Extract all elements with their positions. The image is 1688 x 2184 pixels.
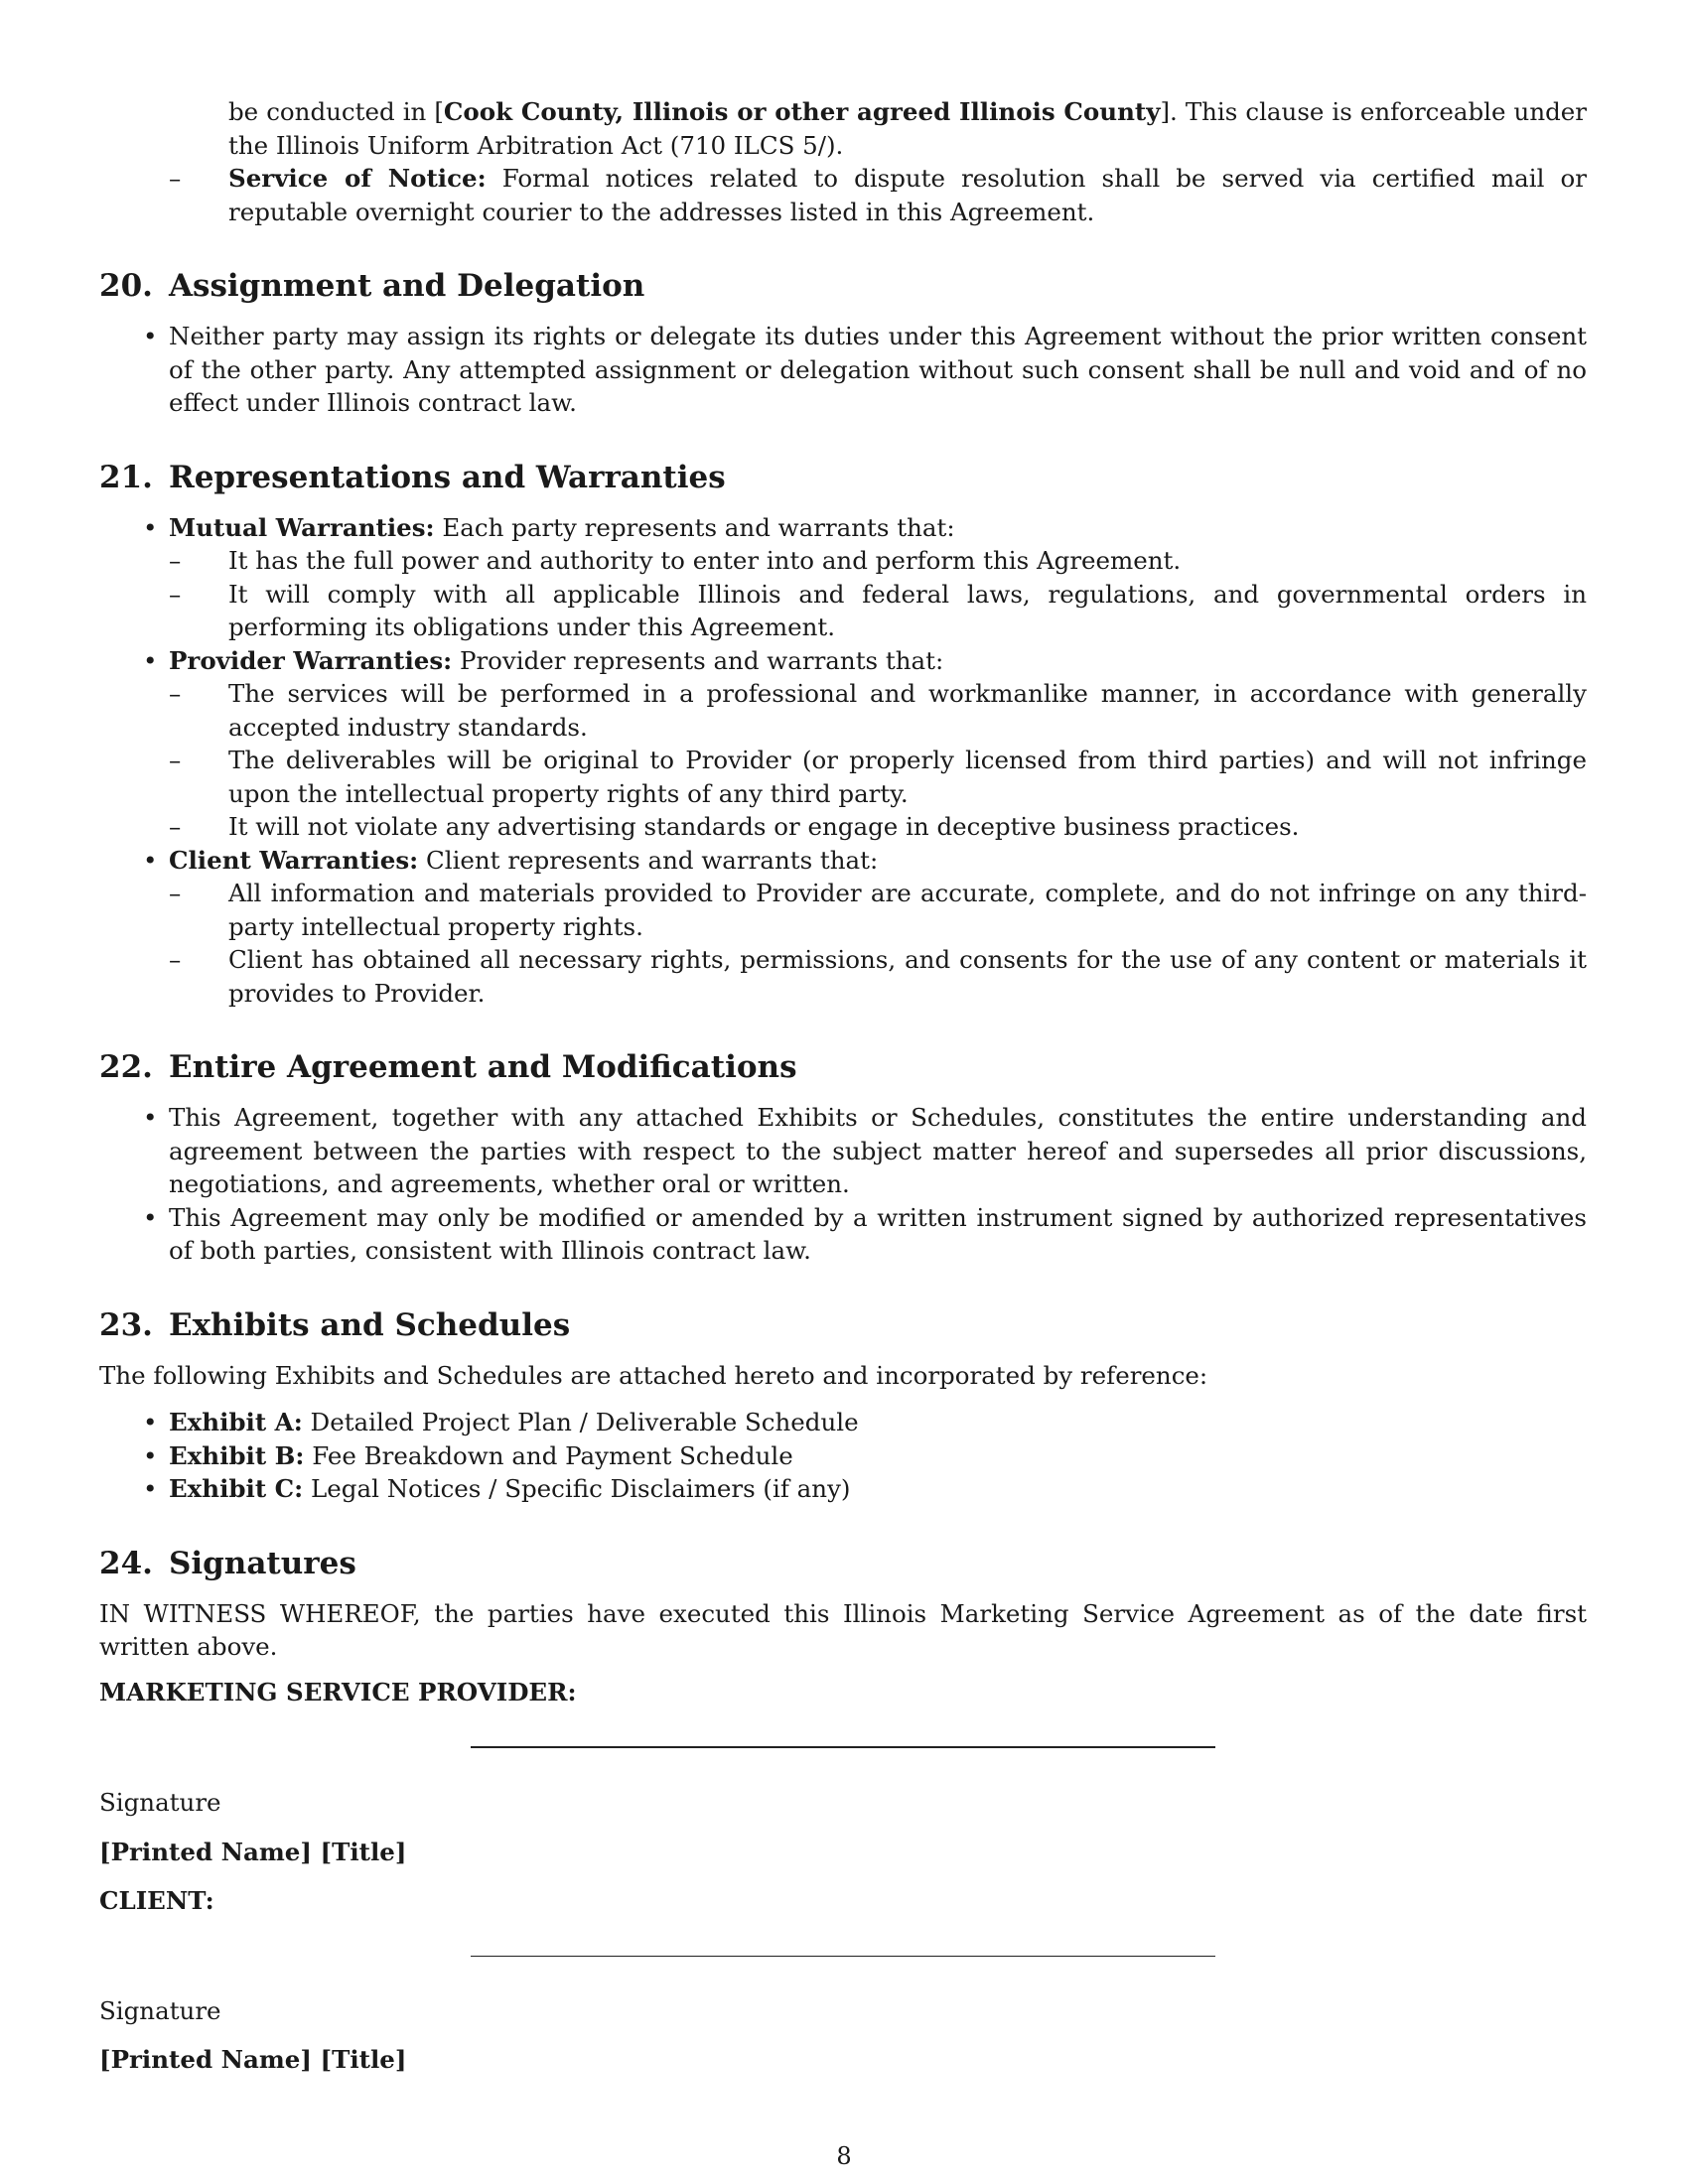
exhibits-intro: The following Exhibits and Schedules are attached hereto and incorporated by reference: — [99, 1360, 1208, 1390]
client-heading: CLIENT: — [99, 1886, 214, 1915]
sub-list — [169, 677, 1587, 844]
section-heading-24: 24. Signatures — [99, 1545, 356, 1581]
list-item: • Exhibit C: Legal Notices / Specific Disclaimers (if any) — [99, 1472, 1587, 1506]
notice-label: Service of Notice: — [228, 164, 487, 193]
section-22-list — [99, 1101, 1587, 1268]
list-item: – It will not violate any advertising standards or engage in deceptive business practices. — [169, 810, 1587, 844]
provider-signature-label: Signature — [99, 1788, 221, 1817]
list-item: • Exhibit A: Detailed Project Plan / Deliverable Schedule — [99, 1406, 1587, 1439]
list-item: – Client has obtained all necessary rights, permissions, and consents for the use of any content or materials it provides to Provider. — [169, 943, 1587, 1010]
arbitration-location: Cook County, Illinois or other agreed Illinois County — [443, 97, 1161, 126]
witness-clause: IN WITNESS WHEREOF, the parties have executed this Illinois Marketing Service Agreement as of the date first written above. — [99, 1598, 1587, 1661]
section-heading-23: 23. Exhibits and Schedules — [99, 1306, 571, 1343]
list-item: • Client Warranties: Client represents and warrants that: – All information and materials provided to Provider are accurate, complete, and do not infringe on any third-party intellectual property rights. – Client has obtained all necessary rights, permissions, and consents for the use of any content or materials it provides to Provider. — [99, 844, 1587, 1011]
list-item: – It will comply with all applicable Illinois and federal laws, regulations, and governmental orders in performing its obligations under this Agreement. — [169, 578, 1587, 644]
list-item: • This Agreement may only be modified or amended by a written instrument signed by authorized representatives of both parties, consistent with Illinois contract law. — [99, 1201, 1587, 1268]
list-item: – It has the full power and authority to enter into and perform this Agreement. — [169, 544, 1587, 578]
list-item: – The services will be performed in a professional and workmanlike manner, in accordance with generally accepted industry standards. — [169, 677, 1587, 744]
client-signature-label: Signature — [99, 1995, 221, 2025]
exhibits-list — [99, 1406, 1587, 1506]
client-signature-line — [471, 1956, 1215, 1957]
provider-signature-line — [471, 1746, 1215, 1748]
continued-list — [169, 95, 1587, 228]
list-item: • This Agreement, together with any attached Exhibits or Schedules, constitutes the entire understanding and agreement between the parties with respect to the subject matter hereof and supersedes all prior discussions, negotiations, and agreements, whether oral or written. — [99, 1101, 1587, 1201]
sub-list — [169, 544, 1587, 644]
section-heading-21: 21. Representations and Warranties — [99, 459, 726, 495]
section-heading-20: 20. Assignment and Delegation — [99, 268, 645, 304]
sub-list — [169, 877, 1587, 1010]
section-heading-22: 22. Entire Agreement and Modifications — [99, 1049, 797, 1085]
list-item: • Mutual Warranties: Each party represents and warrants that: – It has the full power and authority to enter into and perform this Agreement. – It will comply with all applicable Illinois and federal laws, regulations, and governmental orders in performing its obligations under this Agreement. — [99, 511, 1587, 644]
page-content — [99, 95, 1587, 2077]
page-number: 8 — [836, 2142, 852, 2170]
provider-heading: MARKETING SERVICE PROVIDER: — [99, 1677, 577, 1706]
list-item: be conducted in [Cook County, Illinois or other agreed Illinois County]. This clause is enforceable under the Illinois Uniform Arbitration Act (710 ILCS 5/). — [228, 97, 1588, 160]
list-item: • Neither party may assign its rights or delegate its duties under this Agreement without the prior written consent of the other party. Any attempted assignment or delegation without such consent shall be null and void and of no effect under Illinois contract law. — [99, 320, 1587, 420]
section-21-list — [99, 511, 1587, 1011]
list-item: – All information and materials provided to Provider are accurate, complete, and do not infringe on any third-party intellectual property rights. — [169, 877, 1587, 943]
section-20-list — [99, 320, 1587, 420]
provider-printed-name: [Printed Name] [Title] — [99, 1837, 407, 1866]
client-printed-name: [Printed Name] [Title] — [99, 2045, 407, 2074]
list-item: • Provider Warranties: Provider represents and warrants that: – The services will be performed in a professional and workmanlike manner, in accordance with generally accepted industry standards. – The deliverables will be original to Provider (or properly licensed from third parties) and will not infringe upon the intellectual property rights of any third party. – It will not violate any advertising standards or engage in deceptive business practices. — [99, 644, 1587, 844]
list-item: – The deliverables will be original to Provider (or properly licensed from third parties) and will not infringe upon the intellectual property rights of any third party. — [169, 744, 1587, 810]
list-item: – Service of Notice: Formal notices related to dispute resolution shall be served via certified mail or reputable overnight courier to the addresses listed in this Agreement. — [169, 162, 1587, 228]
list-item: • Exhibit B: Fee Breakdown and Payment Schedule — [99, 1439, 1587, 1473]
